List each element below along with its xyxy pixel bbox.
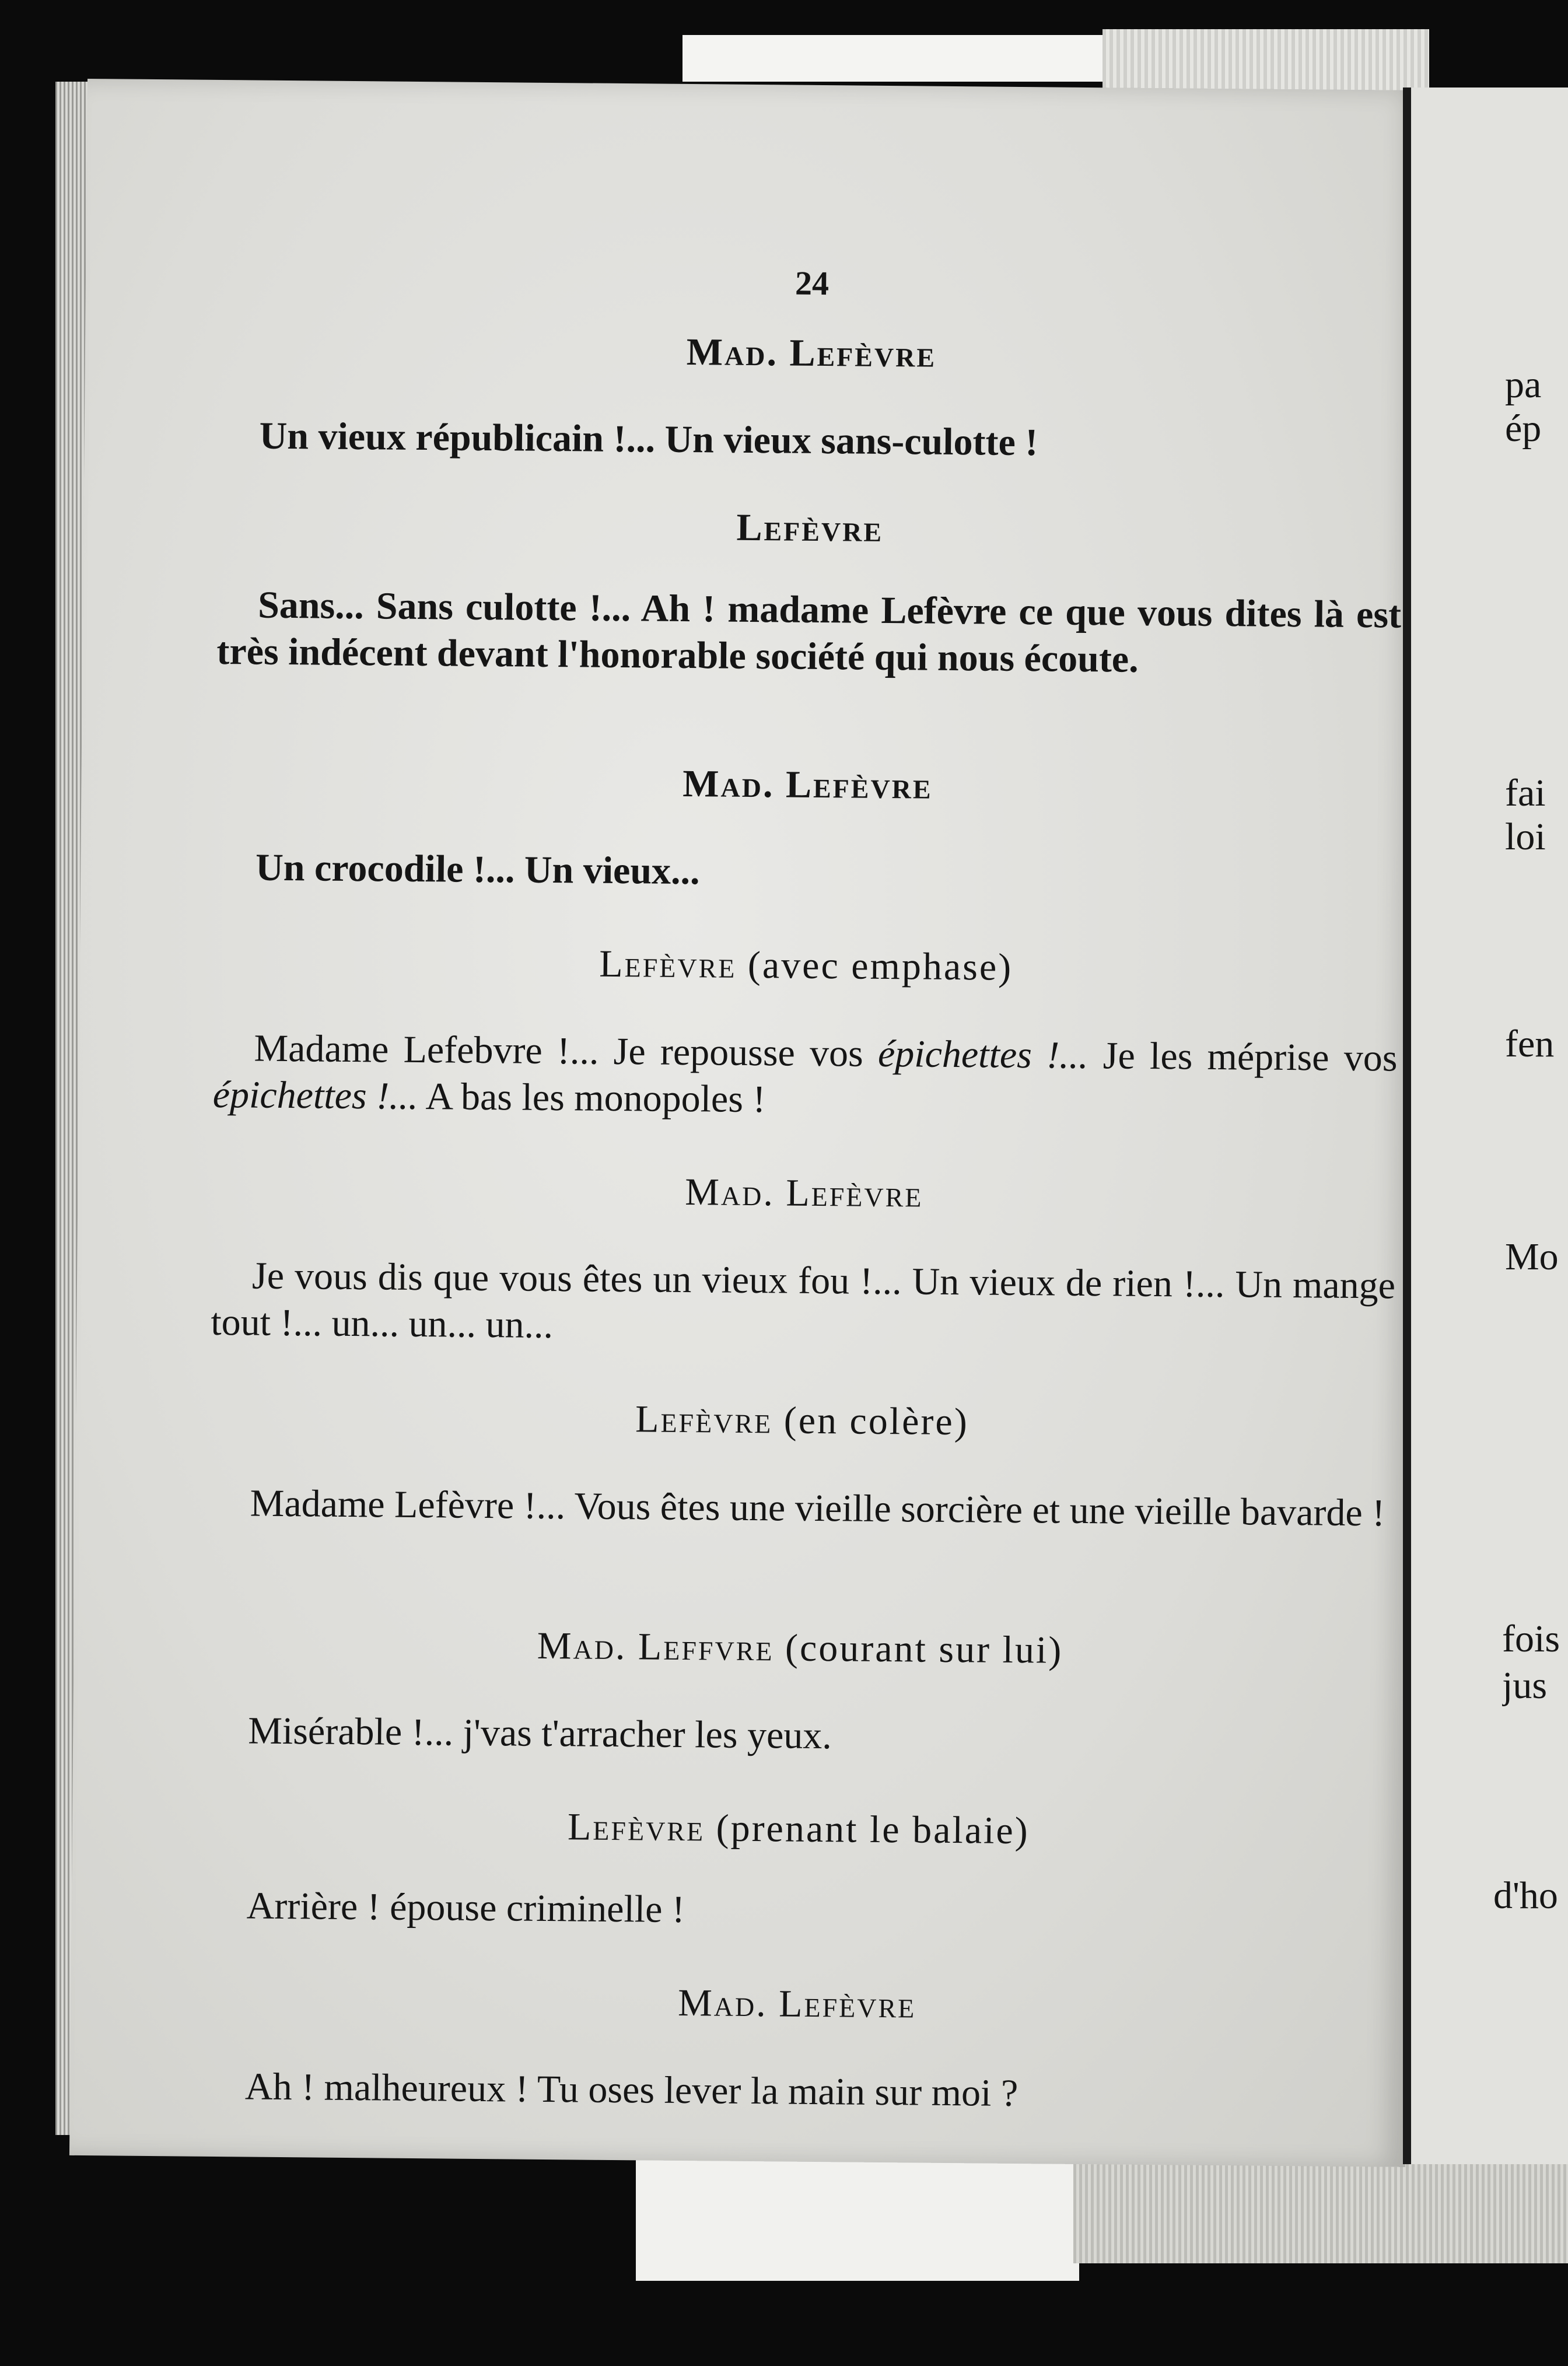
right-page-fragment: loi <box>1505 816 1546 858</box>
right-page-fragment: Mo <box>1505 1236 1559 1278</box>
stage-direction: (prenant le balaie) <box>716 1807 1030 1853</box>
italic-word: épichettes !... <box>877 1032 1088 1077</box>
right-page-fragment: fai <box>1505 772 1546 814</box>
text-segment: A bas les monopoles ! <box>418 1075 766 1121</box>
dialogue-line <box>212 1025 1397 1129</box>
right-page-fragment: fois <box>1502 1618 1560 1660</box>
speaker-name: Mad. Lefèvre <box>677 1981 916 2027</box>
right-page <box>1411 88 1568 2164</box>
speaker-heading <box>219 325 1404 382</box>
book-gutter <box>1403 88 1411 2164</box>
speaker-name: Lefèvre <box>635 1398 773 1442</box>
speaker-name: Lefèvre <box>736 506 884 550</box>
speaker-heading <box>208 1620 1392 1677</box>
speaker-name: Lefèvre <box>599 942 737 986</box>
speaker-name: Mad. Leffvre <box>537 1624 774 1670</box>
speaker-heading <box>210 1392 1395 1450</box>
speaker-heading <box>212 1165 1396 1222</box>
stage-direction: (avec emphase) <box>747 943 1013 989</box>
speaker-name: Lefèvre <box>567 1805 705 1850</box>
dialogue-line: Arrière ! épouse criminelle ! <box>246 1884 685 1931</box>
dialogue-line: Sans... Sans culotte !... Ah ! madame Lefèvre ce que vous dites là est très indécent devant l'honorable société qui nous écoute. <box>216 583 1402 681</box>
stage-direction: (en colère) <box>783 1399 970 1444</box>
speaker-name: Mad. Lefèvre <box>686 330 937 376</box>
right-page-fragment: ép <box>1505 407 1542 450</box>
dialogue-line: Je vous dis que vous êtes un vieux fou !... Un vieux de rien !... Un mange tout !... un... un... un... <box>211 1254 1396 1347</box>
speaker-heading <box>218 500 1402 557</box>
stage-direction: (courant sur lui) <box>785 1626 1063 1672</box>
speaker-heading <box>206 1801 1391 1858</box>
right-page-fragment: jus <box>1502 1664 1548 1707</box>
dialogue-line: Ah ! malheureux ! Tu oses lever la main sur moi ? <box>244 2065 1019 2115</box>
dialogue-line: Madame Lefèvre !... Vous êtes une vieille sorcière et une vieille bavarde ! <box>250 1482 1385 1535</box>
speaker-heading <box>215 757 1400 814</box>
speaker-name: Mad. Lefèvre <box>684 1171 923 1216</box>
text-segment: Madame Lefebvre !... Je repousse vos <box>254 1027 878 1075</box>
right-page-fragment: pa <box>1505 363 1542 406</box>
speaker-heading <box>205 1976 1390 2033</box>
scan-background-strip <box>682 35 1102 82</box>
right-page-fragment: fen <box>1505 1023 1555 1065</box>
right-page-fragment: d'ho <box>1493 1874 1558 1917</box>
dialogue-line: Un vieux républicain !... Un vieux sans-culotte ! <box>259 414 1038 464</box>
text-segment: Je les méprise vos <box>1088 1034 1398 1080</box>
dialogue-line: Un crocodile !... Un vieux... <box>255 846 700 893</box>
speaker-name: Mad. Lefèvre <box>682 762 933 807</box>
scan-background-strip <box>636 2147 1079 2281</box>
speaker-heading <box>214 937 1398 995</box>
left-page <box>69 79 1423 2167</box>
italic-word: épichettes !... <box>212 1073 418 1118</box>
dialogue-line: Misérable !... j'vas t'arracher les yeux. <box>247 1709 832 1758</box>
page-number: 24 <box>794 264 830 303</box>
